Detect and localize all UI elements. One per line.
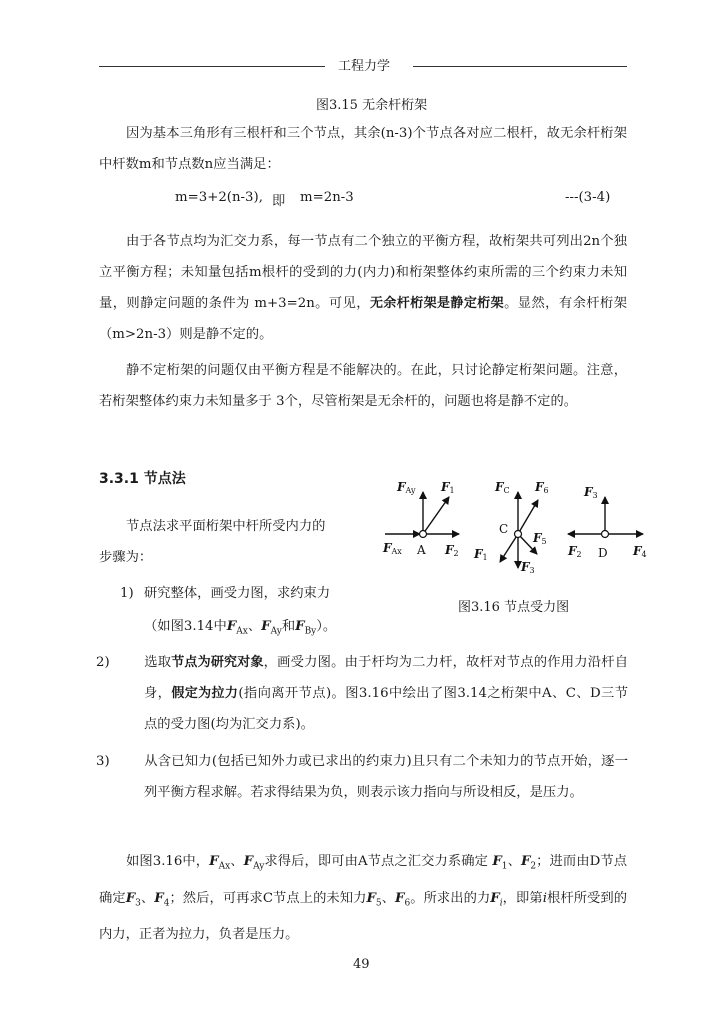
bold-assume-tension: 假定为拉力 [171,686,239,701]
sep: 、 [230,854,244,869]
paragraph-1 [99,118,627,180]
sub-6: 6 [404,898,411,909]
sub-ax: Ax [218,861,231,872]
label-f1: F1 [441,480,455,495]
symbol-f: F [261,619,271,634]
intro-line-1: 节点法求平面桁架中杆所受内力的 [126,519,326,534]
step-1-text: 研究整体，画受力图，求约束力 [144,586,331,601]
figure-3-16-caption: 图3.16 节点受力图 [458,600,570,615]
figure-3-16-diagram [375,470,655,582]
step-1-cont [120,611,628,648]
label-node-a: A [417,543,426,557]
label-fc: FC [495,480,510,495]
sub-i: i [499,898,503,909]
intro-line-2: 步骤为： [99,550,153,565]
node-c [515,531,522,538]
step-1 [120,578,628,609]
step-2-number: 2) [96,655,110,670]
page-number: 49 [353,957,370,972]
symbol-i: i [542,890,547,906]
label-f3-d: F3 [584,485,598,500]
paragraph-1-text: 因为基本三角形有三根杆和三个节点，其余(n-3)个节点各对应二根杆，故无余杆桁架中杆数m和节点数n应当满足： [99,126,627,172]
equation-number: ---(3-4) [565,190,611,205]
sub-5: 5 [375,898,382,909]
symbol-f: F [226,619,237,634]
header-rule-left [99,66,325,67]
symbol-f: F [520,854,531,869]
p4-e: 。所求出的力 [410,890,491,906]
sep: 、 [381,890,396,906]
label-f6: F6 [535,480,549,495]
symbol-f: F [492,854,502,869]
label-f2-d: F2 [568,544,582,559]
section-heading: 3.3.1 节点法 [99,471,186,487]
figure-3-15-caption: 图3.15 无余杆桁架 [316,98,428,113]
bold-statically-determinate: 无余杆桁架是静定桁架 [369,296,505,311]
symbol-f: F [295,619,305,634]
p4-c: ；进而由D节点确定 [99,854,628,906]
and: 和 [281,619,296,634]
p4-a: 如图3.16中， [126,854,210,869]
sub-ay: Ay [270,626,282,637]
header-rule-right [413,66,627,67]
symbol-f: F [366,890,376,906]
step-2-mid: ，画受力图。由于杆均为二力杆，故杆对节点的作用力沿杆自身， [144,655,628,701]
step-3 [96,746,628,808]
label-fay: FAy [397,480,416,495]
sub-3: 3 [135,898,141,909]
arrow-f1 [423,497,449,534]
label-node-c: C [499,522,509,536]
step-2-pre: 选取 [144,655,172,670]
step-2-post: (指向离开节点)。图3.16中绘出了图3.14之桁架中A、C、D三节点的受力图(均为汇交力系)。 [144,686,628,732]
paragraph-2-text-b: 。显然，有余杆桁架（m>2n-3）则是静不定的。 [99,296,627,342]
step-1-number: 1) [120,586,134,601]
label-f5: F5 [533,531,547,546]
paragraph-2-text-a: 由于各节点均为汇交力系，每一节点有二个独立的平衡方程，故桁架共可列出2n个独立平衡方程；未知量包括m根杆的受到的力(内力)和桁架整体约束所需的三个约束力未知量，则静定问题的条件为 m+3=2n。可见， [99,234,627,311]
paragraph-3-text: 静不定桁架的问题仅由平衡方程是不能解决的。在此，只讨论静定桁架问题。注意，若桁架整体约束力未知量多于 3个，尽管桁架是无余杆的，问题也将是静不定的。 [99,363,627,409]
equation-mid: 即 [272,194,286,209]
arrow-f6 [518,500,538,534]
paragraph-2 [99,226,627,350]
p4-g: 根杆所受到的内力，正者为拉力，负者是压力。 [99,890,628,943]
sep: 、 [247,619,262,634]
step-3-number: 3) [96,754,110,769]
label-f1-c: F1 [474,547,488,562]
p4-b: 求得后，即可由A节点之汇交力系确定 [264,854,493,869]
step-1-cont-b: ）。 [316,619,337,634]
step-2 [96,647,628,740]
label-fax: FAx [383,541,402,556]
symbol-f: F [490,890,500,906]
arrow-f1-c [500,534,518,562]
step-1-cont-a: （如图3.14中 [144,619,227,634]
label-f3-c: F3 [521,560,535,575]
sub-by: By [304,626,317,637]
symbol-f: F [125,890,136,906]
label-node-d: D [598,546,608,560]
step-3-text: 从含已知力(包括已知外力或已求出的约束力)且只有二个未知力的节点开始，逐一列平衡方程求解。若求得结果为负，则表示该力指向与所设相反，是压力。 [144,754,628,800]
symbol-f: F [243,854,254,869]
p4-d: ；然后，可再求C节点上的未知力 [169,890,367,906]
sub-1: 1 [501,861,508,872]
symbol-f: F [209,854,219,869]
p4-f: ，即第 [502,890,543,906]
sub-2: 2 [530,861,537,872]
node-d [602,531,609,538]
node-a [420,531,427,538]
equation-left: m=3+2(n-3), [175,190,263,205]
label-f4: F4 [633,544,647,559]
symbol-f: F [154,890,164,906]
sub-ax: Ax [236,626,248,637]
symbol-f: F [395,890,405,906]
sub-4: 4 [163,898,170,909]
label-f2-a: F2 [445,543,459,558]
paragraph-3 [99,355,627,417]
paragraph-4 [99,846,627,950]
sep: 、 [140,890,155,906]
sep: 、 [507,854,521,869]
running-header-title: 工程力学 [338,59,391,74]
equation-right: m=2n-3 [300,190,354,205]
sub-ay: Ay [253,861,265,872]
bold-node-object: 节点为研究对象 [171,655,264,670]
